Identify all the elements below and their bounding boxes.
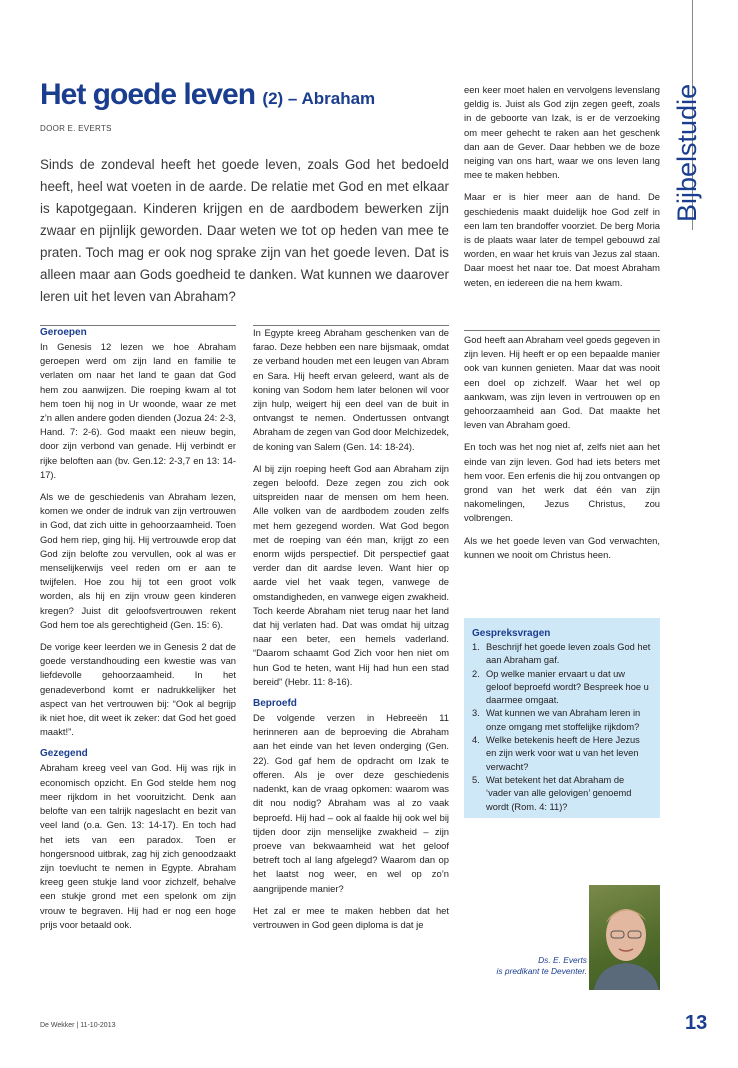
section-label: Bijbelstudie — [672, 83, 702, 222]
footer-text: De Wekker | 11-10-2013 — [40, 1022, 116, 1029]
column-rule — [464, 330, 660, 331]
question-item: 2. Op welke manier ervaart u dat uw geloof beproefd wordt? Bespreek hoe u daarmee omgaat. — [472, 668, 649, 706]
article-title — [40, 78, 375, 112]
caption-role: is predikant te Deventer. — [496, 966, 587, 976]
paragraph: Maar er is hier meer aan de hand. De geschiedenis maakt duidelijk hoe God zelf in een lam ten brandoffer voorziet. De berg Moria is de plaats waar later de tempel gebouwd zal worden, en waar het kruis van Jezus zal staan. Daar moest het naar toe. Dat moest Abraham weten, en iedereen die na hem kwam. — [464, 191, 660, 288]
questions-box — [464, 618, 660, 818]
paragraph: De volgende verzen in Hebreeën 11 herinneren aan de beproeving die Abraham aan het einde van het leven onderging (Gen. 22). God gaf hem de opdracht om Izak te offeren. Als je over deze geschiedenis nadenkt, kan de vraag opkomen: waarom was dit nou nodig? Abraham was al zo vaak beproefd. Hij had – ook al faalde hij ook wel bij tijden door zijn menselijke zwakheid – zijn proeve van bekwaamheid wat het geloof betreft toch al lang afgelegd? Waarom dan op het laatst nog weer, en wel op zo’n aangrijpende manier? — [253, 712, 449, 894]
paragraph: En toch was het nog niet af, zelfs niet aan het einde van zijn leven. God had iets beters met hem voor. Een erfenis die hij zou ontvangen op grond van het werk dat één van zijn nakomelingen, Jezus Christus, zou volbrengen. — [464, 441, 660, 524]
caption-name: Ds. E. Everts — [538, 955, 587, 965]
column-3 — [464, 330, 660, 570]
photo-caption — [484, 955, 587, 977]
question-item: 1. Beschrijf het goede leven zoals God het aan Abraham gaf. — [472, 642, 651, 666]
heading-geroepen: Geroepen — [40, 327, 87, 338]
question-item: 3. Wat kunnen we van Abraham leren in onze omgang met stoffelijke rijkdom? — [472, 708, 641, 732]
intro-paragraph: Sinds de zondeval heeft het goede leven, zoals God het bedoeld heeft, heel wat voeten in de aarde. De relatie met God en met elkaar is kapotgegaan. Kinderen krijgen en de aardbodem bewerken zijn zwaar en pijnlijk geworden. Daar weten we tot op heden van mee te praten. Toch mag er ook nog sprake zijn van het goede leven. Dat is alleen maar aan Gods goedheid te danken. Wat kunnen we daarover leren uit het leven van Abraham? — [40, 157, 449, 304]
paragraph: Al bij zijn roeping heeft God aan Abraham zijn zegen beloofd. Deze zegen zou zich ook uitspreiden naar de mensen om hem heen. Alle volken van de aardbodem zouden zelfs met hem gezegend worden. Wat God begon met de roeping van één man, krijgt zo een enorm wijds perspectief. Dit perspectief gaat verder dan dit aardse leven. Want hier op aarde viel het vaak tegen, vanwege de omstandigheden, en vanwege eigen zwakheid. Toch keerde Abraham niet terug naar het land dat hij verlaten had. Dat was omdat hij uitzag naar een beter, een hemels vaderland. “Daarom schaamt God Zich voor hen niet om hun God te heten, want Hij had hun een stad bereid” (Hebr. 11: 8-16). — [253, 462, 449, 687]
paragraph: In Egypte kreeg Abraham geschenken van de farao. Deze hebben een nare bijsmaak, omdat ze verband houden met een leugen van Abram en Sara. Hij heeft ervan geleerd, want als de koning van Sodom hem later belonen wil voor zijn hulp, weigert hij een deel van de buit in ontvangst te nemen. Ondertussen ontvangt Abraham de zegen van God door Melchizedek, de koning van Salem (Gen. 14: 18-24). — [253, 327, 449, 452]
byline-prefix: DOOR — [40, 124, 66, 133]
paragraph: In Genesis 12 lezen we hoe Abraham geroepen werd om zijn land en familie te verlaten om naar het land te gaan dat God hem zou aanwijzen. Die roeping kwam al tot hem toen hij nog in Ur woonde, waar ze met z’n allen andere goden dienden (Jozua 24: 2-3, Hand. 7: 2-6). God maakt een nieuw begin, door zijn verbond van genade. Hij verbindt er rijke beloften aan (bv. Gen.12: 2-3,7 en 13: 14-17). — [40, 341, 236, 480]
paragraph: Als we de geschiedenis van Abraham lezen, komen we onder de indruk van zijn vertrouwen in God, dat zich uitte in gehoorzaamheid. Toen God hem riep, ging hij. Hij vertrouwde erop dat God zijn belofte zou vervullen, ook al was er menselijkerwijs veel reden om er aan te twijfelen. Hoe zou hij tot een groot volk worden, als hij en zijn vrouw geen kinderen kregen? Juist dit geloofsvertrouwen rekent God hem toe als gerechtigheid (Gen. 15: 6). — [40, 491, 236, 630]
byline — [40, 124, 112, 133]
question-item: 4. Welke betekenis heeft de Here Jezus en zijn werk voor wat u van het leven verwacht? — [472, 735, 640, 772]
questions-list — [472, 641, 652, 814]
page-number: 13 — [685, 1012, 708, 1034]
paragraph: De vorige keer leerden we in Genesis 2 dat de goede verstandhouding een kwestie was van liefdevolle gehoorzaamheid. In het genadeverbond komt er nadrukkelijker het aspect van het vertrouwen bij: “Ook al begrijp ik niet hoe, dit weet ik zeker: dat God het goed maakt!”. — [40, 641, 236, 738]
paragraph: een keer moet halen en vervolgens levenslang geldig is. Juist als God zijn zegen geeft, zoals in de geboorte van Izak, is er de verzoeking om meer gehecht te raken aan het geschenk dan aan de Gever. Daar hebben we de boze neiging van ons hart, waar we ons leven lang mee te maken hebben. — [464, 84, 660, 181]
column-3-top — [464, 83, 660, 298]
heading-gezegend: Gezegend — [40, 748, 88, 760]
questions-title: Gespreksvragen — [472, 628, 551, 639]
question-item: 5. Wat betekent het dat Abraham de ‘vader van alle gelovigen’ genoemd wordt (Rom. 4: 11)? — [472, 774, 632, 812]
paragraph: Abraham kreeg veel van God. Hij was rijk in economisch opzicht. En God stelde hem nog meer rijkdom in het vooruitzicht. Denk aan belofte van een talrijk nageslacht en bezit van veel land (o.a. Gen. 13: 14-17). En toch had het iets van een paradox. Toen er hongersnood uitbrak, zag hij zich genoodzaakt zijn toevlucht te nemen in Egypte. Abraham kreeg geen stukje land voor zichzelf, behalve een stukje grond met een spelonk om zijn vrouw te begraven. Hij had er nog een hoge prijs voor betaald ook. — [40, 762, 236, 930]
title-main: Het goede leven — [40, 78, 256, 111]
paragraph: Het zal er mee te maken hebben dat het vertrouwen in God geen diploma is dat je — [253, 904, 449, 930]
paragraph: Als we het goede leven van God verwachten, kunnen we nooit om Christus heen. — [464, 534, 660, 560]
column-2 — [253, 325, 449, 940]
portrait-image — [589, 885, 660, 990]
paragraph: God heeft aan Abraham veel goeds gegeven in zijn leven. Hij heeft er op een bepaalde manier ook van kunnen genieten. Maar dat was nooit een doel op zichzelf. Waar het wel op aankwam, was zijn leven in vertrouwen op en gehoorzaamheid aan God. Dat maakte het leven van Abraham goed. — [464, 334, 660, 431]
author-photo — [589, 885, 660, 990]
intro — [40, 154, 449, 308]
byline-author: E. EVERTS — [67, 124, 112, 133]
column-1 — [40, 325, 236, 940]
heading-beproefd: Beproefd — [253, 698, 297, 710]
title-sub: (2) – Abraham — [262, 89, 376, 108]
